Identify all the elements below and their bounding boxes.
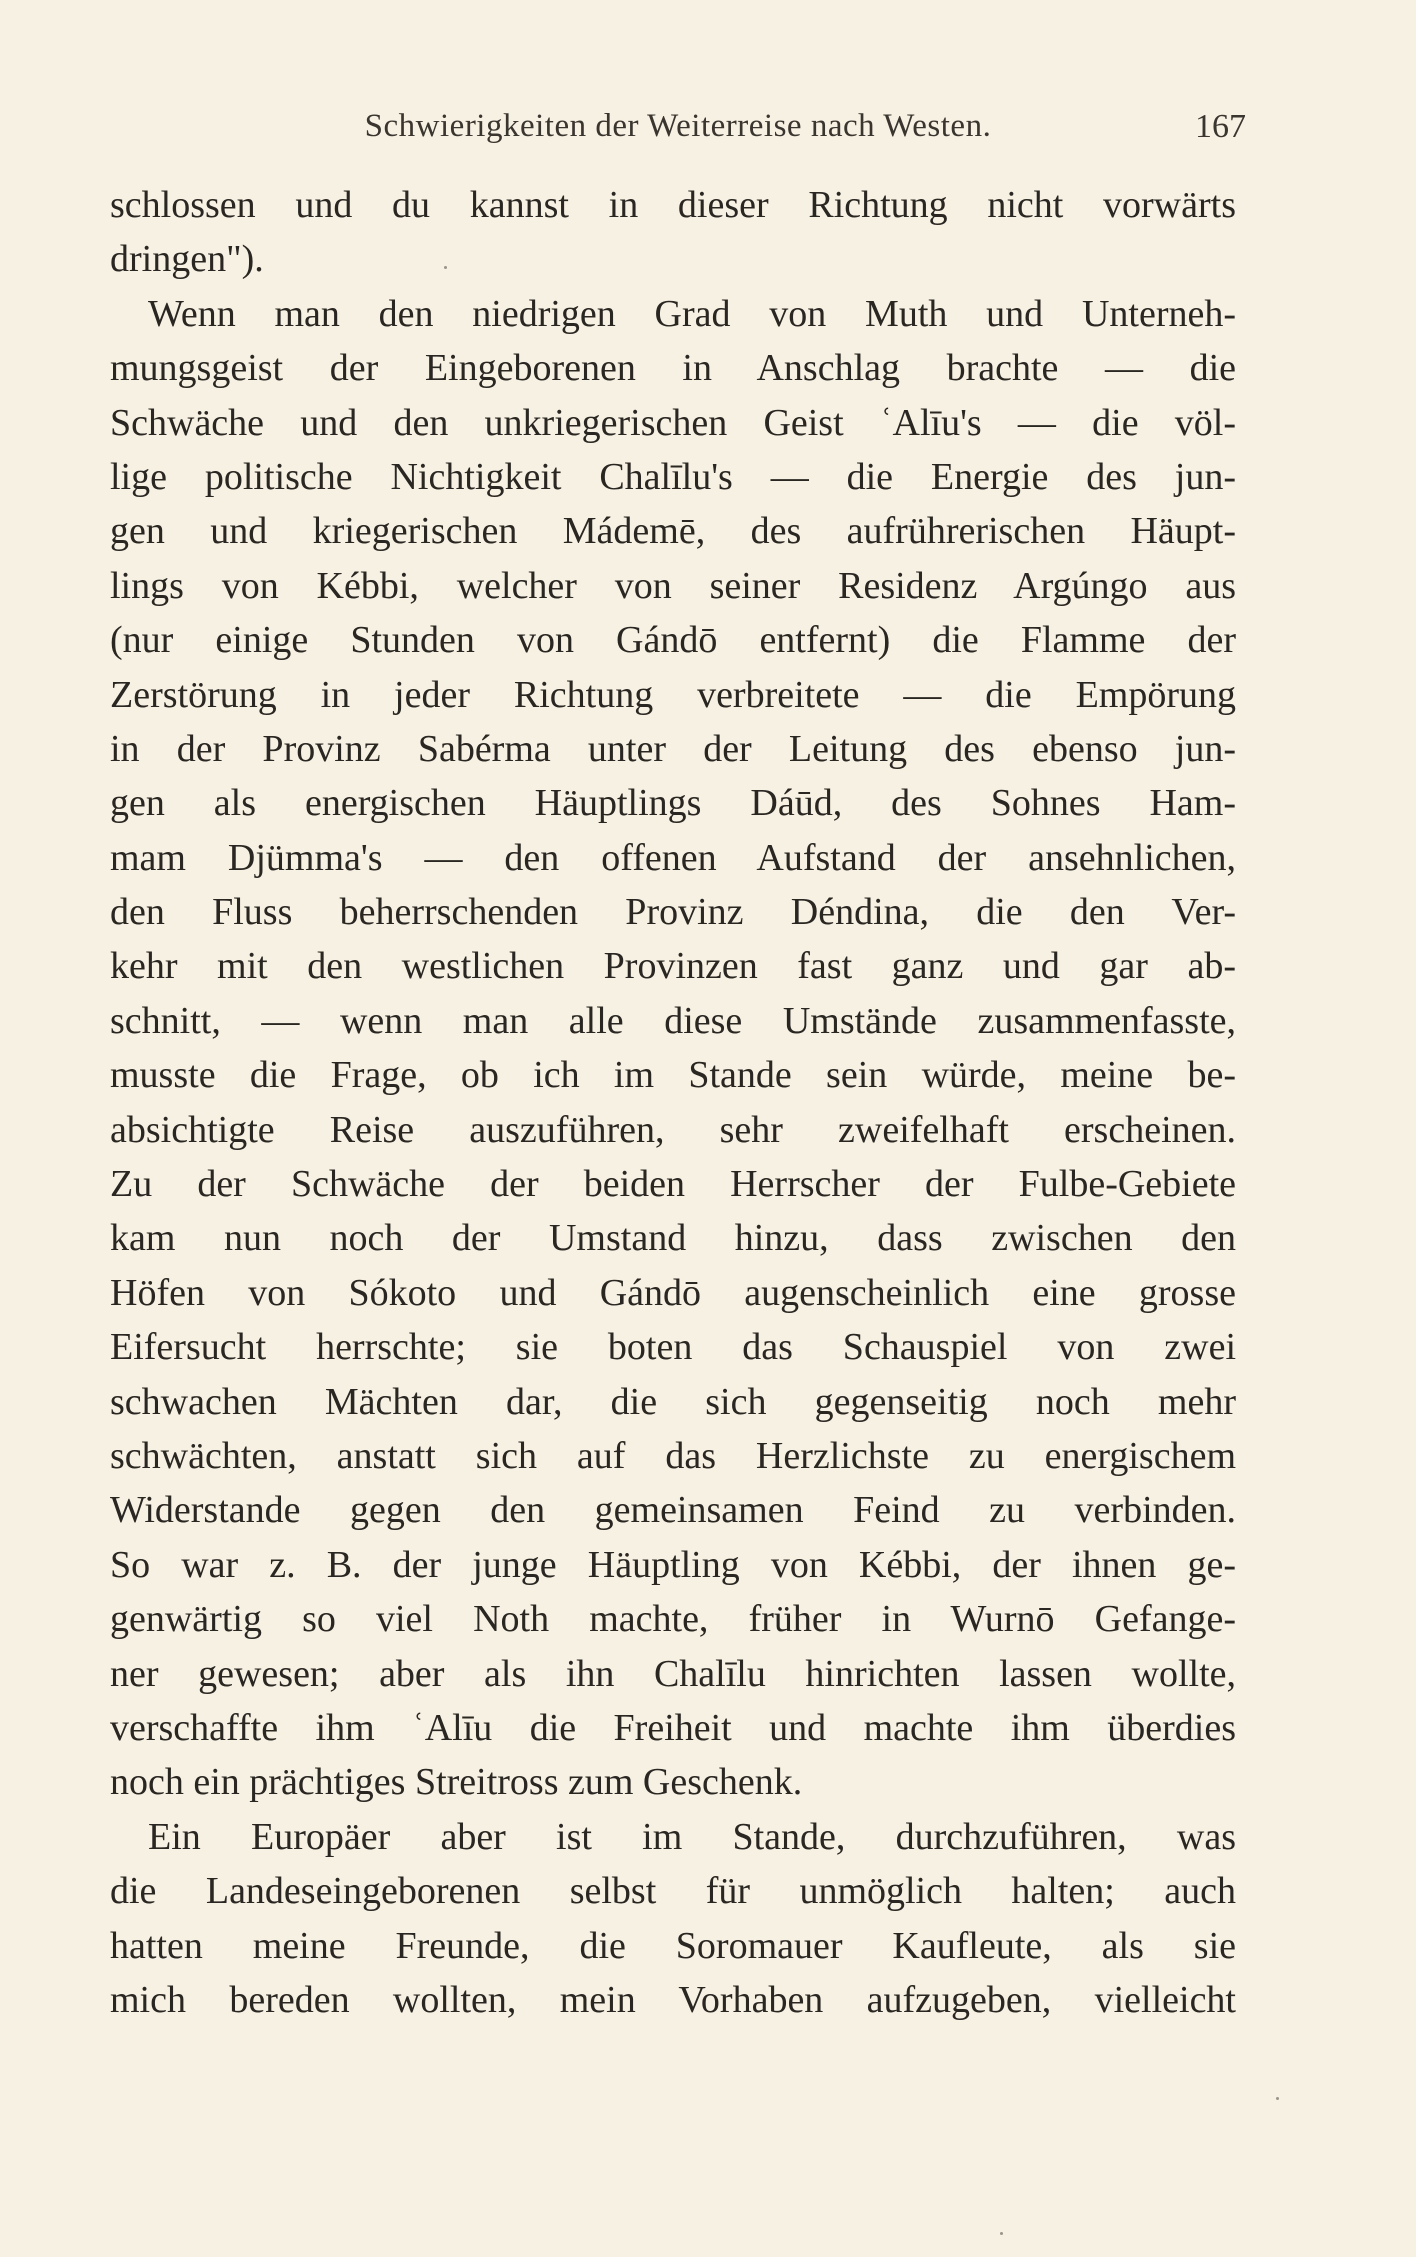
text-line: mungsgeist der Eingeborenen in Anschlag brachte — die xyxy=(110,347,1236,390)
text-line: Ein Europäer aber ist im Stande, durchzuführen, was xyxy=(148,1815,1236,1858)
text-line: genwärtig so viel Noth machte, früher in Wurnō Gefange- xyxy=(110,1598,1236,1641)
page-number: 167 xyxy=(1195,108,1246,145)
text-line: kehr mit den westlichen Provinzen fast ganz und gar ab- xyxy=(110,945,1236,988)
text-line: lings von Kébbi, welcher von seiner Residenz Argúngo aus xyxy=(110,564,1236,607)
running-head xyxy=(110,108,1246,152)
paper-speck xyxy=(1000,2232,1003,2235)
text-line: noch ein prächtiges Streitross zum Geschenk. xyxy=(110,1761,803,1804)
text-line: die Landeseingeborenen selbst für unmöglich halten; auch xyxy=(110,1870,1236,1913)
text-line: Widerstande gegen den gemeinsamen Feind zu verbinden. xyxy=(110,1489,1236,1532)
text-line: Eifersucht herrschte; sie boten das Schauspiel von zwei xyxy=(110,1326,1236,1369)
text-line: Zerstörung in jeder Richtung verbreitete — die Empörung xyxy=(110,673,1236,716)
text-line: hatten meine Freunde, die Soromauer Kaufleute, als sie xyxy=(110,1924,1236,1967)
body-text xyxy=(110,178,1236,2027)
text-line: gen als energischen Häuptlings Dáūd, des Sohnes Ham- xyxy=(110,782,1236,825)
running-title: Schwierigkeiten der Weiterreise nach Westen. xyxy=(364,108,992,144)
paper-speck xyxy=(444,266,447,269)
text-line: Schwäche und den unkriegerischen Geist ʿAlīu's — die völ- xyxy=(110,401,1236,444)
text-line: schwachen Mächten dar, die sich gegenseitig noch mehr xyxy=(110,1380,1236,1423)
text-line: absichtigte Reise auszuführen, sehr zweifelhaft erscheinen. xyxy=(110,1108,1236,1151)
text-line: Höfen von Sókoto und Gándō augenscheinlich eine grosse xyxy=(110,1271,1236,1314)
paper-speck xyxy=(1276,2097,1279,2100)
text-line: schnitt, — wenn man alle diese Umstände zusammenfasste, xyxy=(110,999,1236,1042)
text-line: kam nun noch der Umstand hinzu, dass zwischen den xyxy=(110,1217,1236,1260)
text-line: So war z. B. der junge Häuptling von Kébbi, der ihnen ge- xyxy=(110,1543,1236,1586)
text-line: dringen"). xyxy=(110,238,264,281)
text-line: Zu der Schwäche der beiden Herrscher der Fulbe-Gebiete xyxy=(110,1163,1236,1206)
text-line: verschaffte ihm ʿAlīu die Freiheit und machte ihm überdies xyxy=(110,1706,1236,1749)
text-line: (nur einige Stunden von Gándō entfernt) die Flamme der xyxy=(110,619,1236,662)
text-line: schwächten, anstatt sich auf das Herzlichste zu energischem xyxy=(110,1434,1236,1477)
text-line: musste die Frage, ob ich im Stande sein würde, meine be- xyxy=(110,1054,1236,1097)
text-line: schlossen und du kannst in dieser Richtung nicht vorwärts xyxy=(110,184,1236,226)
text-line: mich bereden wollten, mein Vorhaben aufzugeben, vielleicht xyxy=(110,1978,1236,2021)
text-line: lige politische Nichtigkeit Chalīlu's — die Energie des jun- xyxy=(110,455,1236,498)
text-line: mam Djümma's — den offenen Aufstand der ansehnlichen, xyxy=(110,836,1236,879)
text-line: in der Provinz Sabérma unter der Leitung des ebenso jun- xyxy=(110,727,1236,770)
text-line: den Fluss beherrschenden Provinz Déndina, die den Ver- xyxy=(110,891,1236,934)
text-line: gen und kriegerischen Mádemē, des aufrührerischen Häupt- xyxy=(110,510,1236,553)
text-line: ner gewesen; aber als ihn Chalīlu hinrichten lassen wollte, xyxy=(110,1652,1236,1695)
text-line: Wenn man den niedrigen Grad von Muth und Unterneh- xyxy=(148,292,1236,335)
